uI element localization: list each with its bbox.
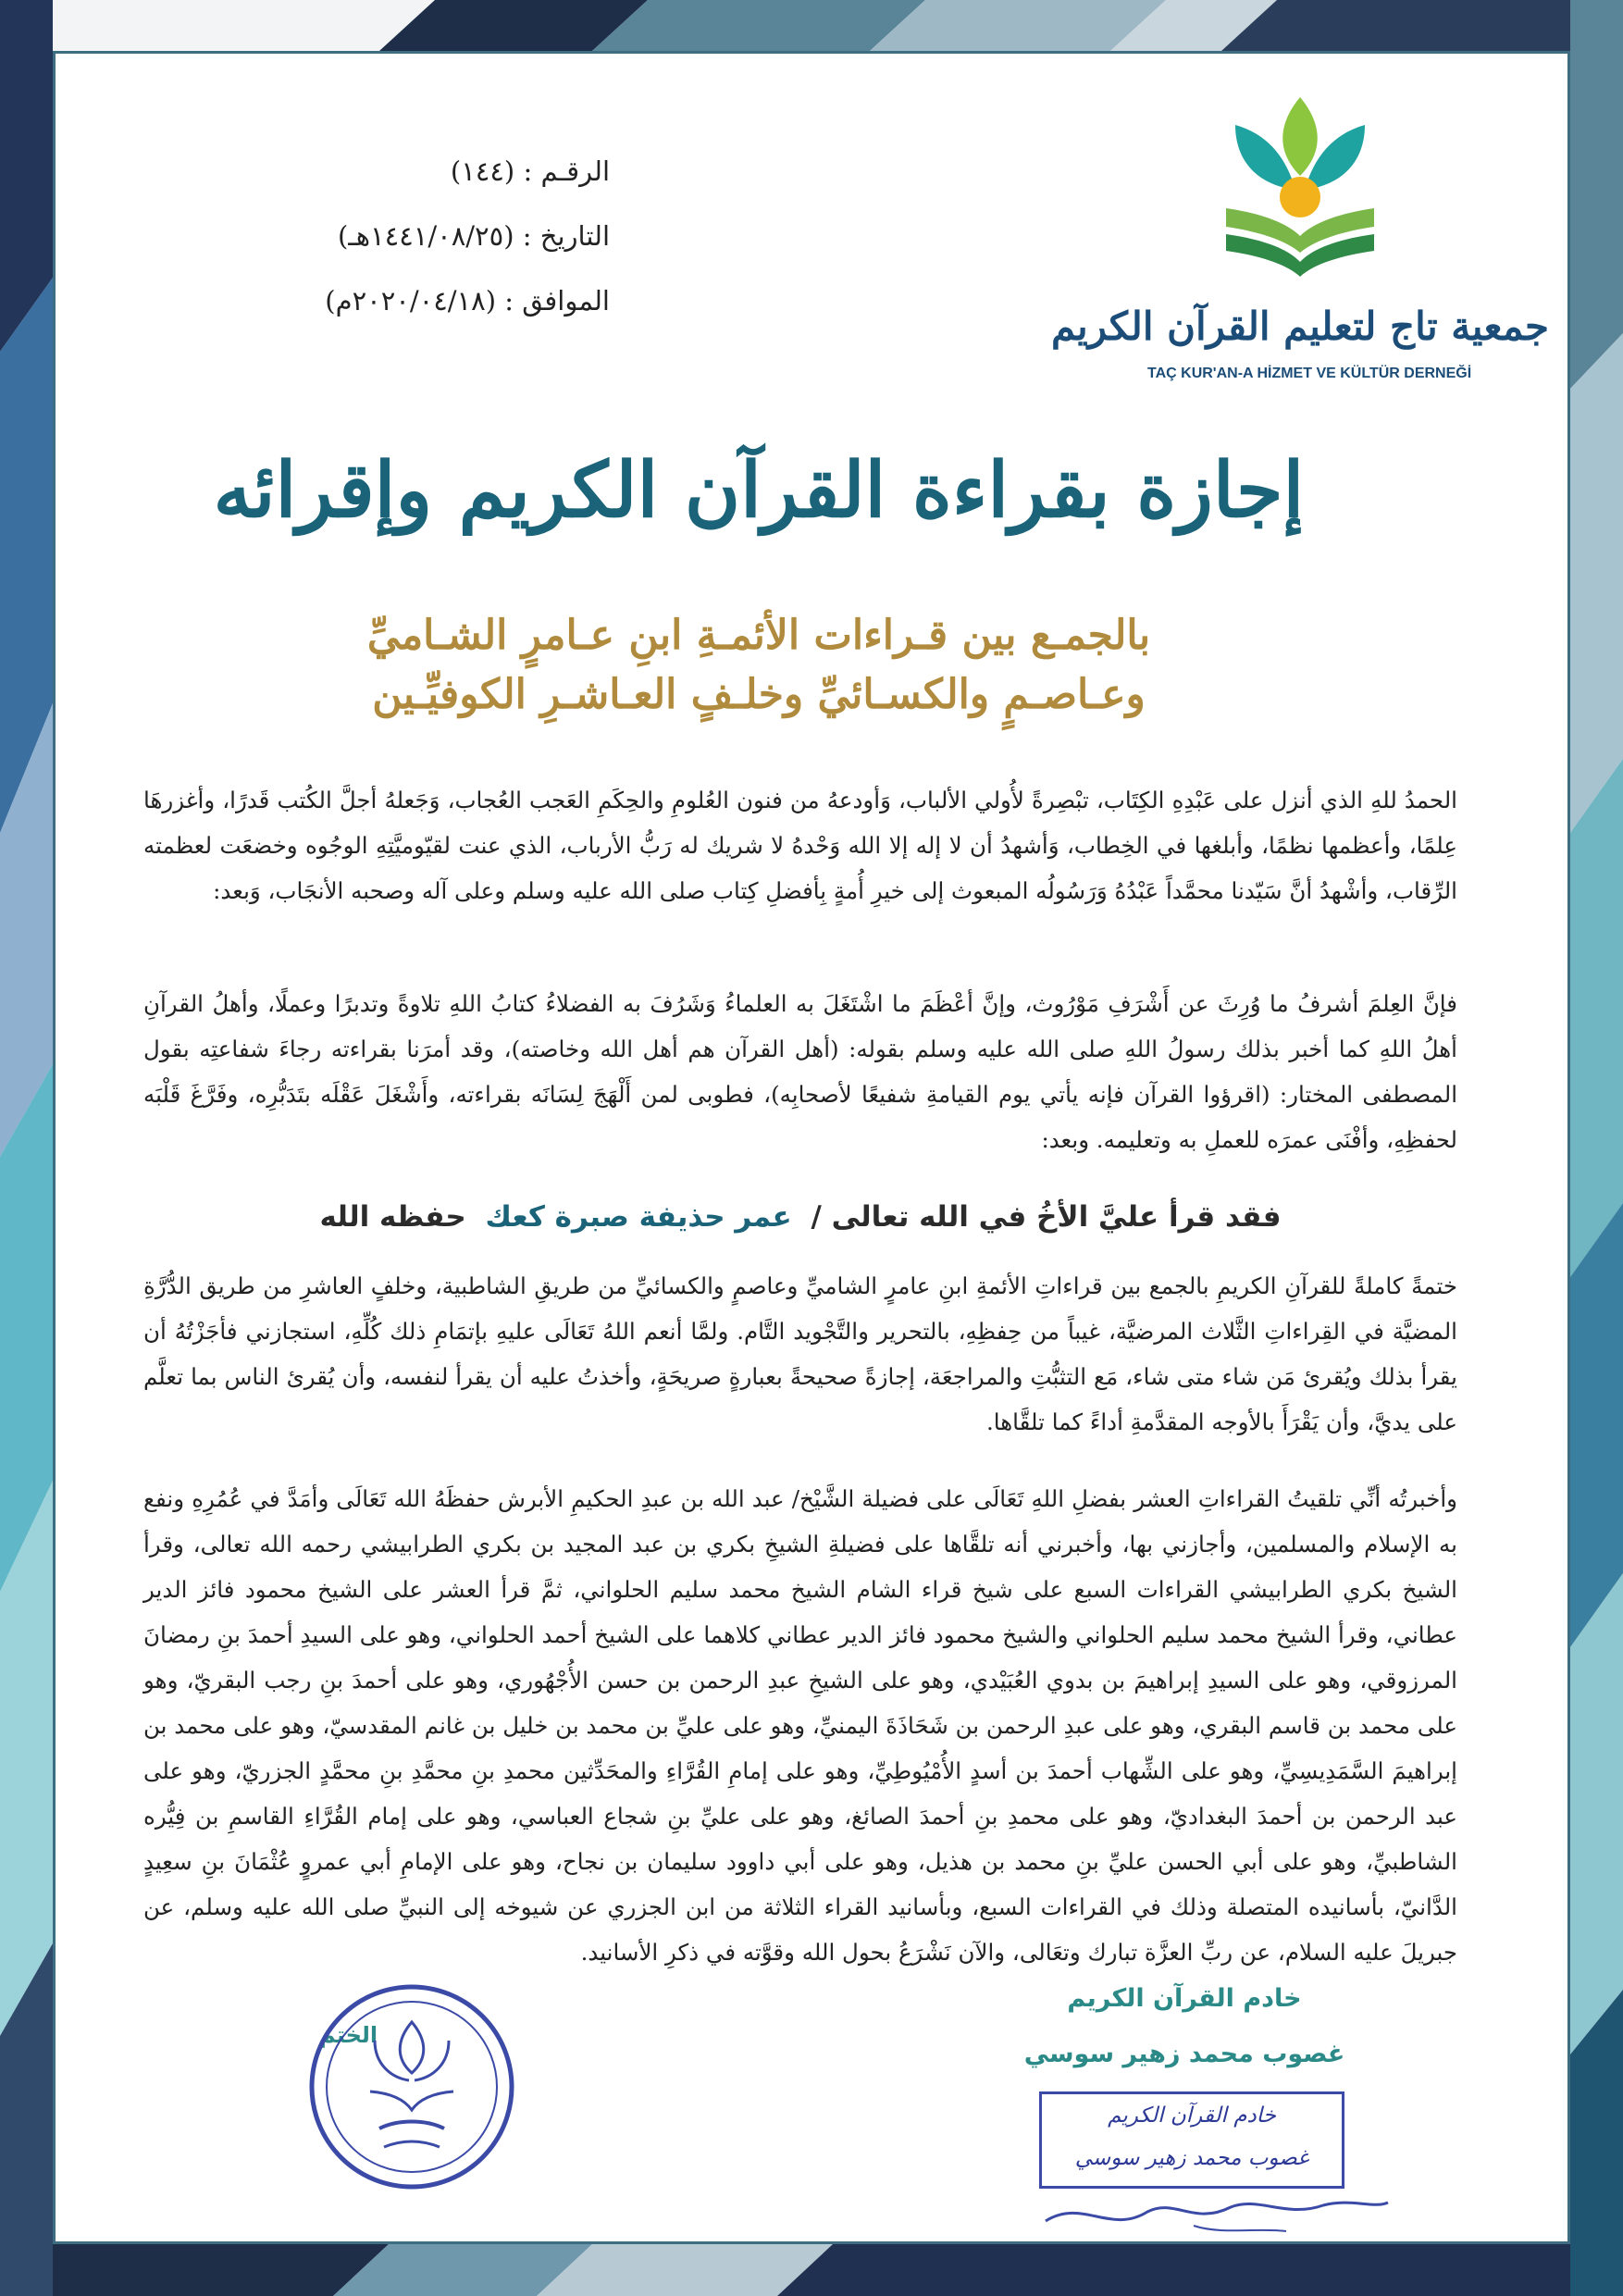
reference-info [221,139,610,333]
signer-block [999,1971,1369,2082]
subtitle-line-1: بالجمـع بين قـراءات الأئمـةِ ابنِ عـامرٍ الشـاميِّ [366,612,1151,659]
seal-label: الختم [319,2022,378,2048]
recipient-prefix: فقد قرأ عليَّ الأخُ في الله تعالى / [811,1200,1282,1234]
logo-latin-name: TAÇ KUR'AN-A HİZMET VE KÜLTÜR DERNEĞİ [1147,366,1472,381]
signer-name: غصوب محمد زهير سوسي [1023,2040,1345,2068]
logo-arabic-name: جمعية تاج لتعليم القرآن الكريم [1051,304,1549,349]
stamp-line-2: غصوب محمد زهير سوسي [1074,2146,1309,2170]
certificate-title: إجازة بقراءة القرآن الكريم وإقرائه [213,446,1305,535]
ijazah-paragraph: ختمةً كاملةً للقرآنِ الكريمِ بالجمع بين قراءاتِ الأئمةِ ابنِ عامرٍ الشاميِّ وعاصمٍ والكسائيِّ من طريقِ الشاطبية، وخلفٍ العاشرِ من طريق الدُّرَّةِ المضيَّة في القِراءاتِ الثَّلاث المرضيَّة، غيباً من حِفظِهِ، بالتحرير والتَّجْويد التَّام. ولمَّا أنعم اللهُ تَعَالَى عليهِ بإتمَامِ ذلك كُلِّهِ، استجازني فأجَزْتُهُ أن يقرأ بذلك ويُقرئ مَن شاء متى شاء، مَع التثبُّتِ والمراجعَة، إجازةً صحيحةً بعبارةٍ صريحَةٍ، وأخذتُ عليه أن يقرأ لنفسه، وأن يُقرئ الناس بما تعلَّم على يديَّ، وأن يَقْرَأَ بالأوجه المقدَّمةِ أداءً كما تلقَّاها. [143,1272,1457,1435]
stamp-line-1: خادم القرآن الكريم [1108,2104,1276,2128]
recipient-name: عمر حذيفة صبرة كعك [485,1200,792,1234]
second-paragraph: فإنَّ العِلمَ أشرفُ ما وُرِثَ عن أَشْرَفِ مَوْرُوث، وإنَّ أعْظَمَ ما اشْتَغَلَ به العلماءُ وَشَرُفَ به الفضلاءُ كتابُ اللهِ تلاوةً وتدبرًا وعملًا، وأهلُ القرآنِ أهلُ اللهِ كما أخبر بذلك رسولُ اللهِ صلى الله عليه وسلم بقوله: (أهل القرآن هم أهل الله وخاصته)، وقد أمرَنا بقراءته رجاءَ شفاعتِه بقول المصطفى المختار: (اقرؤوا القرآن فإنه يأتي يوم القيامةِ شفيعًا لأصحابِه)، فطوبى لمن أَلْهَجَ لِسَانَه بقراءته، وأَشْغَلَ عَقْلَه بتَدَبُّرِه، وفَرَّغَ قَلْبَه لحفظِهِ، وأفْنَى عمرَه للعملِ به وتعليمه. وبعد: [143,990,1457,1153]
association-logo [1051,88,1549,393]
association-seal-icon [305,1980,518,2193]
certificate-subtitle [185,606,1332,725]
hijri-date: التاريخ : (١٤٤١/٠٨/٢٥هـ) [337,220,610,252]
signer-role: خادم القرآن الكريم [1067,1984,1302,2013]
lotus-book-emblem-icon [1051,88,1549,366]
chain-paragraph: وأخبرتُه أنِّي تلقيتُ القراءاتِ العشر بفضلِ اللهِ تَعَالَى على فضيلة الشَّيْخ/ عبد الله بن عبدِ الحكيمِ الأبرش حفظَهُ الله تَعَالَى وأمَدَّ في عُمُرِهِ ونفع به الإسلام والمسلمين، وأجازني بها، وأخبرني أنه تلقَّاها على فضيلةِ الشيخِ بكري بن عبد المجيد بن بكري الطرابيشي رحمه الله تعالى، وقرأ الشيخ بكري الطرابيشي القراءات السبع على شيخ قراء الشام الشيخ محمد سليم الحلواني، ثمَّ قرأ العشر على الشيخ محمود فائز الدير عطاني، وقرأ الشيخ محمد سليم الحلواني والشيخ محمود فائز الدير عطاني كلاهما على الشيخ أحمد الحلواني، وهو على السيدِ أحمدَ بنِ رمضانَ المرزوقي، وهو على السيدِ إبراهيمَ بن بدوي العُبَيْدي، وهو على الشيخِ عبدِ الرحمن بن حسن الأُجْهُوري، وهو على أحمدَ بنِ رجب البقريّ، وهو على محمد بن قاسم البقري، وهو على عبدِ الرحمن بن شَحَاذَةَ اليمنيِّ، وهو على عليِّ بن محمد بن خليل بن غانم المقدسيّ، وهو على محمد بن إبراهيمَ السَّمَدِيسِيِّ، وهو على الشِّهاب أحمدَ بن أسدٍ الأُمْيُوطِيِّ، وهو على إمامِ القُرَّاءِ والمحَدِّثين محمدِ بنِ محمَّدِ بنِ محمَّدٍ الجزريّ، وهو على عبد الرحمن بن أحمدَ البغداديّ، وهو على محمدِ بنِ أحمدَ الصائغ، وهو على عليِّ بنِ شجاع العباسي، وهو على إمام القُرَّاءِ القاسمِ بن فِيُّره الشاطبيِّ، وهو على أبي الحسن عليِّ بنِ محمد بن هذيل، وهو على أبي داوود سليمان بن نجاح، وهو على الإمامِ أبي عمروٍ عُثْمَانَ بنِ سعِيدٍ الدَّانيّ، بأسانيده المتصلة وذلك في القراءات السبع، وبأسانيد القراء الثلاثة من ابن الجزري عن شيوخه إلى النبيِّ صلى الله عليه وسلم، عن جبريلَ عليه السلام، عن ربِّ العزَّة تبارك وتعَالى، والآن نَشْرَعُ بحول الله وقوَّته في ذكرِ الأسانيد. [143,1485,1457,1966]
recipient-line [143,1185,1457,1249]
subtitle-line-2: وعـاصـمٍ والكسـائيِّ وخلـفٍ العـاشـرِ الكوفيِّـين [372,671,1146,718]
reference-number: الرقـم : (١٤٤) [450,155,610,187]
gregorian-date: الموافق : (٢٠٢٠/٠٤/١٨م) [325,285,610,316]
handwritten-signature [1009,2170,1397,2244]
intro-paragraph: الحمدُ للهِ الذي أنزل على عَبْدِهِ الكِتَاب، تبْصِرةً لأُولي الألباب، وَأودعهُ من فنون العُلومِ والحِكَمِ العَجب العُجاب، وَجَعلهُ أجلَّ الكُتب قَدرًا، وأغزرهَا عِلمًا، وأعظمها نظمًا، وأبلغها في الخِطاب، وَأشهدُ أن لا إله إلا الله وَحْدهُ لا شريك له رَبُّ الأرباب، الذي عنت لقيّوميَّتِهِ الوجُوه وخضعَت لعظمته الرِّقاب، وأشْهدُ أنَّ سَيّدنا محمَّداً عَبْدُهُ وَرَسُولُه المبعوث إلى خيرِ أُمةٍ بِأفضلِ كِتاب صلى الله عليه وسلم وعلى آله وصحبه الأنجَاب، وَبعد: [143,787,1457,904]
recipient-suffix: حفظه الله [319,1200,466,1234]
